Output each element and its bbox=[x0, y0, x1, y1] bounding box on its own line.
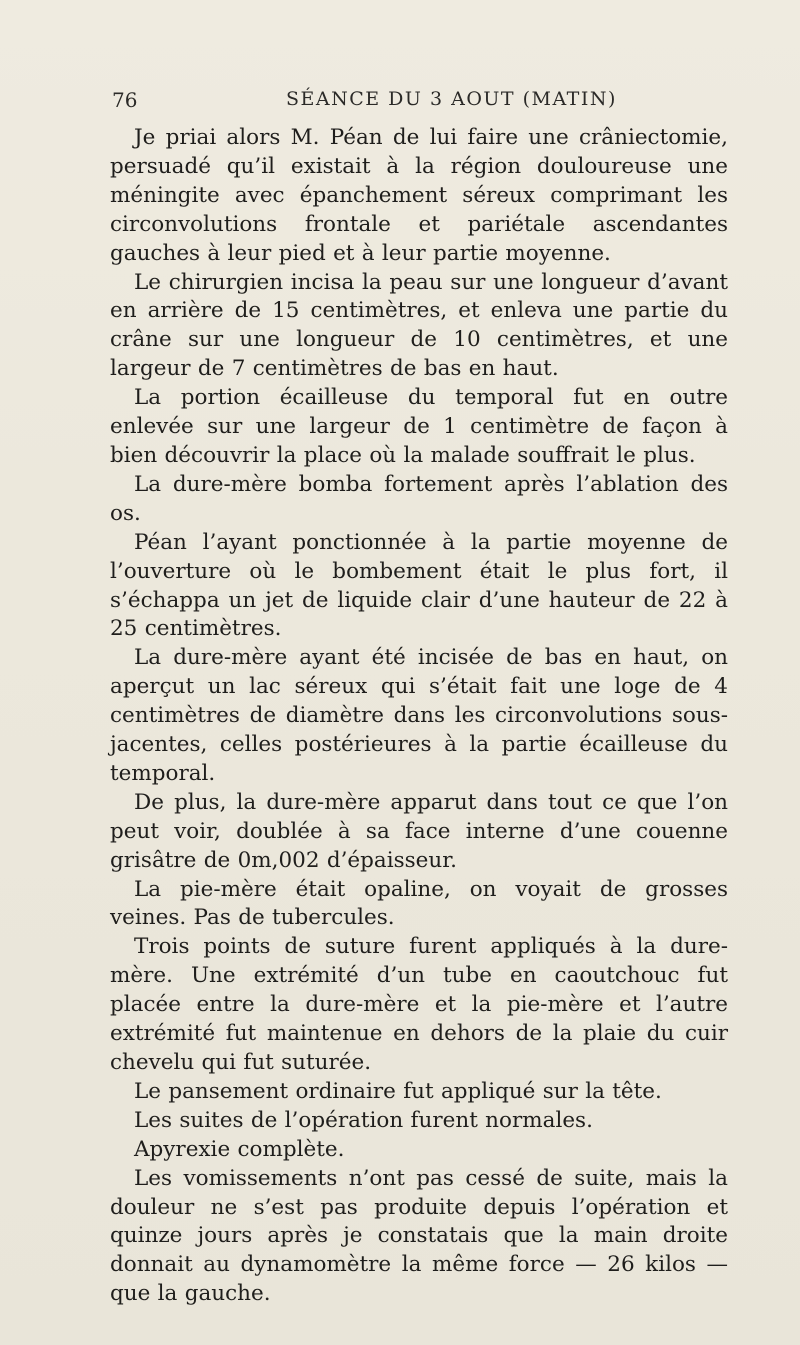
paragraph: Apyrexie complète. bbox=[134, 1136, 345, 1162]
paragraph: La dure-mère bomba fortement après l’ablation des os. bbox=[110, 471, 728, 526]
paragraph: Je priai alors M. Péan de lui faire une crâniectomie, persuadé qu’il existait à la région douloureuse une méningite avec épanchement séreux comprimant les circonvolutions frontale et pariétale ascendantes gauches à leur pied et à leur partie moyenne. bbox=[110, 125, 728, 266]
paragraph: De plus, la dure-mère apparut dans tout ce que l’on peut voir, doublée à sa face interne d’une couenne grisâtre de 0m,002 d’épaisseur. bbox=[110, 789, 728, 873]
running-title: SÉANCE DU 3 AOUT (MATIN) bbox=[286, 88, 617, 110]
paragraph: La portion écailleuse du temporal fut en outre enlevée sur une largeur de 1 centimètre de façon à bien découvrir la place où la malade souffrait le plus. bbox=[110, 385, 728, 468]
page-number: 76 bbox=[112, 88, 138, 112]
paragraph: Le pansement ordinaire fut appliqué sur la tête. bbox=[134, 1078, 662, 1104]
body-text bbox=[110, 124, 728, 1309]
paragraph: La pie-mère était opaline, on voyait de grosses veines. Pas de tubercules. bbox=[110, 876, 728, 931]
page-header bbox=[110, 88, 710, 118]
paragraph: Les vomissements n’ont pas cessé de suite, mais la douleur ne s’est pas produite depuis l’opération et quinze jours après je constatais que la main droite donnait au dynamomètre la même force — 26 kilos — que la gauche. bbox=[110, 1165, 728, 1307]
paragraph: Le chirurgien incisa la peau sur une longueur d’avant en arrière de 15 centimètres, et enleva une partie du crâne sur une longueur de 10 centimètres, et une largeur de 7 centimètres de bas en haut. bbox=[110, 269, 728, 382]
paragraph: Trois points de suture furent appliqués à la dure-mère. Une extrémité d’un tube en caoutchouc fut placée entre la dure-mère et la pie-mère et l’autre extrémité fut maintenue en dehors de la plaie du cuir chevelu qui fut suturée. bbox=[110, 934, 728, 1075]
paragraph: Les suites de l’opération furent normales. bbox=[134, 1107, 593, 1133]
paragraph: Péan l’ayant ponctionnée à la partie moyenne de l’ouverture où le bombement était le plus fort, il s’échappa un jet de liquide clair d’une hauteur de 22 à 25 centimètres. bbox=[110, 529, 728, 642]
paragraph: La dure-mère ayant été incisée de bas en haut, on aperçut un lac séreux qui s’était fait une loge de 4 centimètres de diamètre dans les circonvolutions sous-jacentes, celles postérieures à la partie écailleuse du temporal. bbox=[110, 645, 728, 786]
